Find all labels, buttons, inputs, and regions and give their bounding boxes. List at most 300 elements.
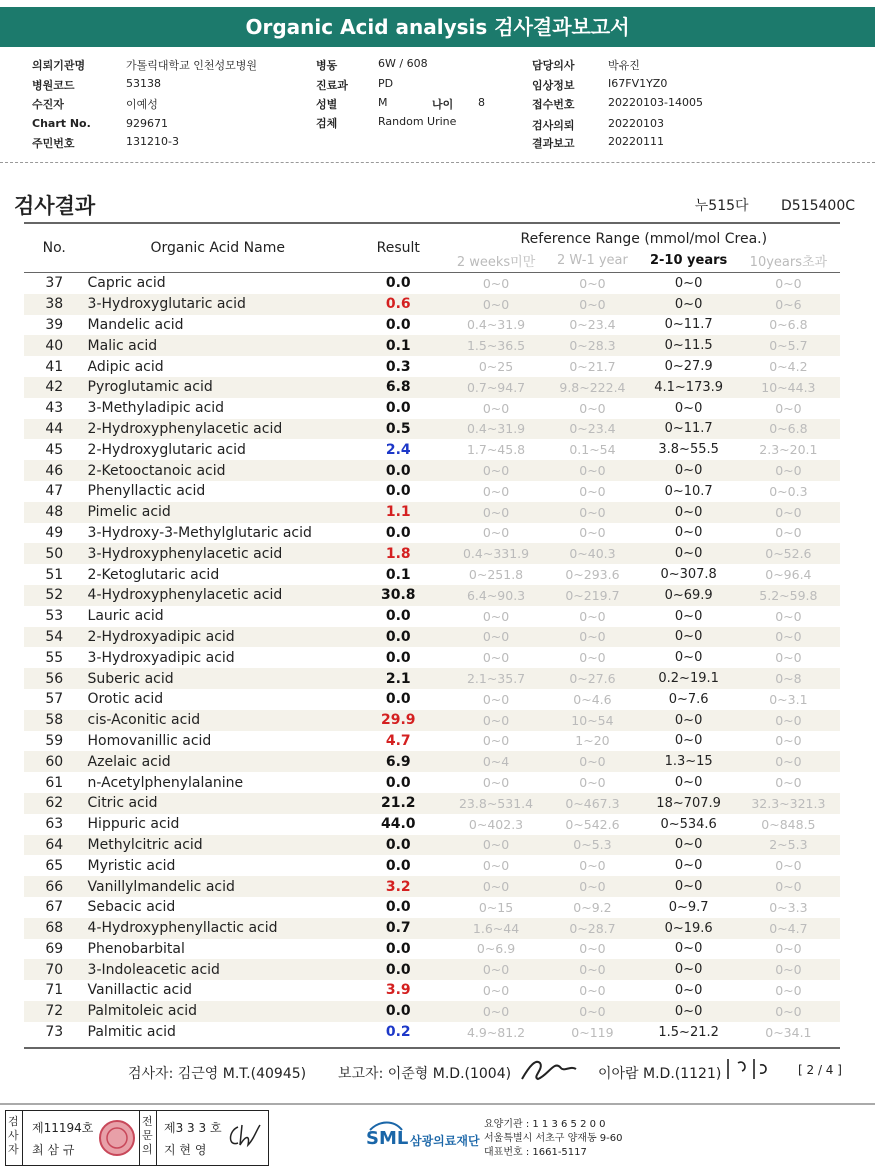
row-ref-2-10y: 1.3~15: [640, 751, 736, 772]
row-ref-2weeks: 0~25: [478, 359, 514, 375]
row-result: 0.0: [385, 608, 411, 625]
lab-name: 삼광의료재단: [410, 1134, 480, 1148]
row-ref-2-10y: 0~0: [674, 400, 703, 416]
row-name: Sebacic acid: [87, 899, 176, 916]
row-ref-10y: 0~0: [737, 710, 840, 731]
row-name: Palmitic acid: [87, 1024, 176, 1041]
row-no: 41: [45, 358, 64, 375]
row-no: 51: [45, 566, 64, 583]
row-name: Citric acid: [85, 793, 349, 814]
table-row: [24, 668, 840, 689]
row-ref-2w1y: 0~119: [571, 1024, 614, 1040]
table-row: [24, 606, 840, 627]
row-no: 72: [24, 1001, 85, 1022]
row-name: Suberic acid: [85, 668, 349, 689]
row-no: 46: [24, 460, 85, 481]
row-no: 50: [24, 543, 85, 564]
row-ref-2-10y: 0~0: [674, 858, 703, 874]
table-row: [24, 751, 840, 772]
row-result: 0.1: [385, 566, 411, 583]
header-r1: 2 weeks미만: [456, 255, 536, 271]
row-ref-2weeks: 0~0: [482, 982, 510, 998]
row-no: 44: [24, 419, 85, 440]
row-ref-2weeks: 0~0: [482, 775, 510, 791]
row-ref-10y: 0~0: [737, 959, 840, 980]
row-ref-2weeks: 0~0: [448, 294, 545, 315]
row-name: 3-Hydroxyphenylacetic acid: [85, 543, 349, 564]
row-ref-2w1y: 0~0: [544, 1001, 640, 1022]
row-ref-2-10y: 0~11.5: [640, 335, 736, 356]
row-name: cis-Aconitic acid: [85, 710, 349, 731]
row-no: 53: [45, 608, 64, 625]
row-ref-10y: 0~0: [737, 460, 840, 481]
header-name: Organic Acid Name: [150, 240, 285, 256]
row-name: 3-Hydroxy-3-Methylglutaric acid: [87, 524, 312, 541]
row-ref-2-10y: 0~0: [674, 982, 703, 998]
row-ref-2w1y: 0~28.7: [544, 918, 640, 939]
row-ref-10y: 0~3.3: [769, 899, 808, 915]
row-result: 0.0: [385, 691, 411, 708]
row-no: 70: [24, 959, 85, 980]
row-ref-2-10y: 0~11.7: [640, 419, 736, 440]
row-ref-2weeks: 4.9~81.2: [466, 1024, 526, 1040]
row-ref-2-10y: 0~534.6: [660, 816, 717, 832]
row-ref-2w1y: 0~0: [579, 775, 606, 791]
signature-2: [724, 1055, 774, 1083]
row-result: 0.0: [349, 959, 448, 980]
row-result: 6.9: [349, 751, 448, 772]
ward-value: 6W / 608: [378, 57, 428, 70]
row-result: 0.3: [385, 358, 411, 375]
header-result: Result: [376, 240, 420, 256]
row-name: Homovanillic acid: [87, 732, 212, 749]
row-name: 2-Hydroxyphenylacetic acid: [85, 419, 349, 440]
row-ref-2w1y: 0.1~54: [569, 442, 616, 458]
row-name: Palmitoleic acid: [85, 1001, 349, 1022]
row-ref-2-10y: 0~0: [640, 959, 736, 980]
divider: [0, 162, 875, 163]
row-no: 49: [45, 524, 64, 541]
row-no: 52: [24, 585, 85, 606]
stamp-right-number: 제3 3 3 호: [164, 1121, 222, 1135]
row-no: 38: [24, 294, 85, 315]
row-ref-2-10y: 18~707.9: [640, 793, 736, 814]
row-no: 69: [45, 940, 64, 957]
row-ref-2weeks: 0~0: [448, 627, 545, 648]
table-row: [24, 294, 840, 315]
table-row: [24, 647, 840, 668]
table-row: [24, 419, 840, 440]
row-ref-2w1y: 0~21.7: [569, 359, 616, 375]
row-ref-10y: 0~0: [775, 775, 802, 791]
row-name: 3-Methyladipic acid: [87, 400, 225, 417]
row-ref-2w1y: 0~0: [579, 400, 606, 416]
seal-icon: [98, 1119, 136, 1157]
table-row: [24, 959, 840, 980]
row-ref-2-10y: 0~10.7: [664, 483, 713, 499]
code-2: D515400C: [781, 198, 855, 214]
report-codes: [667, 195, 855, 215]
row-name: Mandelic acid: [87, 316, 184, 333]
row-ref-2-10y: 0~0: [674, 941, 703, 957]
row-ref-10y: 2~5.3: [737, 835, 840, 856]
row-ref-2w1y: 0~27.6: [544, 668, 640, 689]
row-ref-10y: 0~0: [737, 876, 840, 897]
hospital-label: 의뢰기관명: [32, 59, 86, 72]
row-result: 0.0: [349, 460, 448, 481]
row-ref-2-10y: 0~0: [674, 775, 703, 791]
row-ref-2weeks: 0~0: [482, 650, 510, 666]
row-ref-2w1y: 0~0: [544, 959, 640, 980]
row-ref-10y: 0~0.3: [769, 483, 808, 499]
tester: 검사자: 김근영 M.T.(40945): [128, 1066, 307, 1082]
row-ref-2w1y: 0~0: [544, 751, 640, 772]
row-ref-2-10y: 0~7.6: [668, 691, 709, 707]
header-r4: 10years초과: [749, 255, 828, 271]
row-result: 29.9: [349, 710, 448, 731]
row-result: 0.0: [349, 1001, 448, 1022]
results-body: [24, 273, 840, 1043]
row-result: 6.8: [349, 377, 448, 398]
row-ref-2w1y: 0~293.6: [565, 567, 620, 583]
row-ref-2weeks: 0~4: [448, 751, 545, 772]
row-ref-2w1y: 0~219.7: [544, 585, 640, 606]
table-row: [24, 855, 840, 876]
row-ref-2weeks: 0~6.9: [476, 941, 516, 957]
row-ref-2-10y: 0~0: [640, 710, 736, 731]
row-result: 0.0: [349, 627, 448, 648]
row-no: 39: [45, 316, 64, 333]
row-ref-2w1y: 0~23.4: [544, 419, 640, 440]
row-no: 73: [45, 1024, 64, 1041]
row-ref-2w1y: 1~20: [575, 733, 610, 749]
table-row: [24, 564, 840, 585]
lab-address-block: [484, 1118, 623, 1160]
row-result: 1.1: [349, 502, 448, 523]
specimen-value: Random Urine: [378, 115, 457, 128]
code-value: 53138: [126, 77, 161, 90]
receipt-label: 접수번호: [532, 98, 575, 111]
row-name: 4-Hydroxyphenyllactic acid: [85, 918, 349, 939]
row-no: 61: [45, 774, 64, 791]
lab-phone: 대표번호 : 1661-5117: [484, 1147, 587, 1158]
row-ref-10y: 0~6.8: [737, 419, 840, 440]
signature-3: [226, 1121, 262, 1151]
lab-code: 요양기관 : 1 1 3 6 5 2 0 0: [484, 1119, 606, 1130]
table-row: [24, 1022, 840, 1043]
row-no: 54: [24, 627, 85, 648]
row-ref-2-10y: 0~11.7: [664, 317, 713, 333]
row-ref-2weeks: 1.5~36.5: [448, 335, 545, 356]
table-row: [24, 980, 840, 1001]
row-ref-2w1y: 0~0: [579, 608, 606, 624]
row-name: Capric acid: [87, 275, 166, 292]
table-row: [24, 918, 840, 939]
row-result: 0.0: [349, 835, 448, 856]
header-no: No.: [42, 240, 66, 256]
row-name: 2-Ketoglutaric acid: [87, 566, 220, 583]
row-ref-2-10y: 0~0: [640, 876, 736, 897]
row-ref-2weeks: 23.8~531.4: [448, 793, 545, 814]
row-ref-2weeks: 0~251.8: [468, 567, 524, 583]
row-result: 0.0: [385, 275, 411, 292]
row-ref-2w1y: 0~23.4: [569, 317, 616, 333]
row-name: Phenyllactic acid: [87, 483, 206, 500]
row-ref-2weeks: 6.4~90.3: [448, 585, 545, 606]
row-ref-2-10y: 0~19.6: [640, 918, 736, 939]
dept-label: 진료과: [316, 79, 348, 92]
row-result: 21.2: [349, 793, 448, 814]
row-ref-10y: 0~0: [775, 650, 802, 666]
row-ref-2-10y: 0~307.8: [660, 567, 717, 583]
row-result: 0.5: [349, 419, 448, 440]
row-no: 63: [45, 816, 64, 833]
row-ref-2-10y: 0~0: [674, 525, 703, 541]
row-ref-10y: 0~0: [775, 941, 802, 957]
dept-value: PD: [378, 77, 394, 90]
row-ref-2weeks: 0.7~94.7: [448, 377, 545, 398]
row-no: 42: [24, 377, 85, 398]
row-name: 3-Hydroxyadipic acid: [87, 649, 235, 666]
row-result: 4.7: [385, 732, 411, 749]
row-no: 45: [45, 441, 64, 458]
report-value: 20220111: [608, 135, 664, 148]
table-row: [24, 315, 840, 336]
table-row: [24, 585, 840, 606]
row-name: Myristic acid: [87, 857, 176, 874]
row-name: Malic acid: [85, 335, 349, 356]
row-ref-10y: 0~0: [775, 275, 802, 291]
row-ref-2weeks: 0~0: [482, 608, 510, 624]
row-ref-2weeks: 0~402.3: [468, 816, 524, 832]
row-no: 60: [24, 751, 85, 772]
row-ref-2weeks: 0~0: [448, 710, 545, 731]
row-result: 0.0: [385, 483, 411, 500]
row-ref-2weeks: 0~0: [448, 1001, 545, 1022]
row-no: 43: [45, 400, 64, 417]
header-reference: Reference Range (mmol/mol Crea.): [520, 231, 768, 248]
section-title: 검사결과: [14, 194, 96, 218]
request-label: 검사의뢰: [532, 119, 575, 132]
table-row: [24, 398, 840, 419]
row-ref-2weeks: 0~0: [448, 959, 545, 980]
row-result: 0.0: [385, 649, 411, 666]
row-ref-2w1y: 0~0: [544, 460, 640, 481]
lab-address: 서울특별시 서초구 양재동 9-60: [484, 1133, 623, 1144]
row-name: Hippuric acid: [87, 816, 180, 833]
row-no: 64: [24, 835, 85, 856]
row-name: 3-Indoleacetic acid: [85, 959, 349, 980]
row-ref-2w1y: 0~0: [579, 483, 606, 499]
row-result: 0.6: [349, 294, 448, 315]
row-result: 1.8: [349, 543, 448, 564]
code-1: 누515다: [694, 198, 749, 214]
row-ref-2-10y: 0.2~19.1: [640, 668, 736, 689]
row-name: Pimelic acid: [85, 502, 349, 523]
stamp-left-name: 최 삼 규: [32, 1143, 75, 1157]
row-ref-10y: 0~6.8: [769, 317, 808, 333]
row-ref-2w1y: 0~0: [544, 502, 640, 523]
row-no: 65: [45, 857, 64, 874]
report-label: 결과보고: [532, 137, 575, 150]
row-ref-10y: 0~0: [737, 1001, 840, 1022]
row-result: 2.1: [349, 668, 448, 689]
row-ref-2weeks: 0~0: [482, 400, 510, 416]
row-ref-2weeks: 0~0: [482, 858, 510, 874]
table-row: [24, 273, 840, 294]
table-row: [24, 939, 840, 960]
row-ref-2w1y: 0~0: [579, 650, 606, 666]
row-no: 56: [24, 668, 85, 689]
row-no: 62: [24, 793, 85, 814]
row-ref-10y: 0~52.6: [737, 543, 840, 564]
doctor-label: 담당의사: [532, 59, 575, 72]
row-ref-2weeks: 0~0: [482, 691, 510, 707]
row-no: 55: [45, 649, 64, 666]
table-row: [24, 335, 840, 356]
row-name: Vanillactic acid: [87, 982, 192, 999]
reporter: 보고자: 이준형 M.D.(1004): [338, 1066, 512, 1082]
row-ref-2-10y: 1.5~21.2: [658, 1024, 719, 1040]
row-ref-2weeks: 0~0: [448, 876, 545, 897]
row-ref-2weeks: 0~0: [482, 275, 510, 291]
row-result: 0.0: [385, 400, 411, 417]
table-row: [24, 876, 840, 897]
table-row: [24, 710, 840, 731]
table-row: [24, 523, 840, 544]
row-ref-2-10y: 0~0: [640, 294, 736, 315]
row-ref-2-10y: 4.1~173.9: [640, 377, 736, 398]
ssn-value: 131210-3: [126, 135, 179, 148]
row-ref-10y: 0~0: [775, 525, 802, 541]
row-ref-2-10y: 0~0: [640, 627, 736, 648]
row-ref-2-10y: 0~0: [674, 733, 703, 749]
table-row: [24, 356, 840, 377]
table-bottom-line: [24, 1047, 840, 1049]
row-ref-2w1y: 0~0: [544, 294, 640, 315]
row-ref-10y: 0~0: [737, 502, 840, 523]
table-row: [24, 772, 840, 793]
row-no: 59: [45, 732, 64, 749]
row-ref-2-10y: 0~27.9: [664, 359, 713, 375]
table-row: [24, 689, 840, 710]
table-row: [24, 835, 840, 856]
row-ref-2w1y: 0~0: [544, 627, 640, 648]
row-ref-10y: 5.2~59.8: [737, 585, 840, 606]
row-ref-2w1y: 0~40.3: [544, 543, 640, 564]
ssn-label: 주민번호: [32, 137, 75, 150]
row-ref-2weeks: 0~0: [482, 483, 510, 499]
table-row: [24, 1001, 840, 1022]
row-no: 48: [24, 502, 85, 523]
row-name: Azelaic acid: [85, 751, 349, 772]
table-row: [24, 543, 840, 564]
row-ref-10y: 0~0: [775, 858, 802, 874]
table-row: [24, 460, 840, 481]
patient-info: [0, 55, 875, 155]
row-ref-2-10y: 0~0: [640, 835, 736, 856]
stamp-left-number: 제11194호: [32, 1121, 94, 1135]
row-no: 57: [45, 691, 64, 708]
row-ref-10y: 0~0: [737, 627, 840, 648]
row-ref-2w1y: 0~9.2: [573, 899, 612, 915]
clinical-value: I67FV1YZ0: [608, 77, 668, 90]
row-ref-2w1y: 0~0: [544, 876, 640, 897]
row-name: 4-Hydroxyphenylacetic acid: [85, 585, 349, 606]
hospital-value: 가톨릭대학교 인천성모병원: [126, 59, 258, 72]
stamp-right-name: 지 현 영: [164, 1143, 207, 1157]
row-ref-10y: 0~6: [737, 294, 840, 315]
row-result: 44.0: [381, 816, 416, 833]
row-ref-10y: 0~0: [775, 982, 802, 998]
signature-1: [518, 1055, 580, 1085]
row-result: 0.0: [385, 316, 411, 333]
age-label: 나이: [432, 98, 454, 111]
row-ref-10y: 0~0: [737, 751, 840, 772]
sex-value: M: [378, 96, 388, 109]
row-name: 2-Hydroxyadipic acid: [85, 627, 349, 648]
row-result: 3.2: [349, 876, 448, 897]
specimen-label: 검체: [316, 117, 338, 130]
request-value: 20220103: [608, 117, 664, 130]
row-ref-2weeks: 1.6~44: [448, 918, 545, 939]
table-row: [24, 439, 840, 460]
row-ref-2weeks: 0.4~31.9: [448, 419, 545, 440]
row-ref-2-10y: 0~0: [674, 275, 703, 291]
table-row: [24, 897, 840, 918]
sex-label: 성별: [316, 98, 338, 111]
row-ref-2w1y: 10~54: [544, 710, 640, 731]
row-ref-2weeks: 0~0: [482, 525, 510, 541]
ward-label: 병동: [316, 59, 338, 72]
row-ref-10y: 0~0: [775, 733, 802, 749]
row-ref-10y: 0~4.2: [769, 359, 808, 375]
row-no: 67: [45, 899, 64, 916]
stamp-left-vertical: 검사자: [8, 1115, 19, 1156]
doctor-value: 박유진: [608, 59, 640, 72]
row-result: 0.2: [385, 1024, 411, 1041]
row-ref-10y: 0~0: [775, 608, 802, 624]
row-name: Methylcitric acid: [85, 835, 349, 856]
row-ref-2w1y: 0~5.3: [544, 835, 640, 856]
row-ref-2-10y: 0~9.7: [668, 899, 709, 915]
row-result: 30.8: [349, 585, 448, 606]
row-ref-10y: 0~96.4: [765, 567, 812, 583]
row-ref-10y: 10~44.3: [737, 377, 840, 398]
row-ref-2w1y: 0~542.6: [565, 816, 620, 832]
header-r2: 2 W-1 year: [557, 253, 628, 269]
row-name: Pyroglutamic acid: [85, 377, 349, 398]
row-name: 3-Hydroxyglutaric acid: [85, 294, 349, 315]
age-value: 8: [478, 96, 485, 109]
row-ref-10y: 0~8: [737, 668, 840, 689]
row-result: 3.9: [385, 982, 411, 999]
row-ref-10y: 0~5.7: [737, 335, 840, 356]
row-ref-2w1y: 0~0: [579, 275, 606, 291]
row-ref-10y: 0~34.1: [765, 1024, 812, 1040]
row-no: 68: [24, 918, 85, 939]
row-ref-2-10y: 0~0: [640, 543, 736, 564]
row-ref-2weeks: 0.4~31.9: [466, 317, 526, 333]
row-result: 0.0: [385, 774, 411, 791]
row-ref-2w1y: 0~0: [579, 982, 606, 998]
table-row: [24, 627, 840, 648]
row-name: Phenobarbital: [87, 940, 185, 957]
row-no: 47: [45, 483, 64, 500]
chart-label: Chart No.: [32, 117, 91, 130]
row-ref-2w1y: 9.8~222.4: [544, 377, 640, 398]
row-ref-2-10y: 0~0: [640, 502, 736, 523]
